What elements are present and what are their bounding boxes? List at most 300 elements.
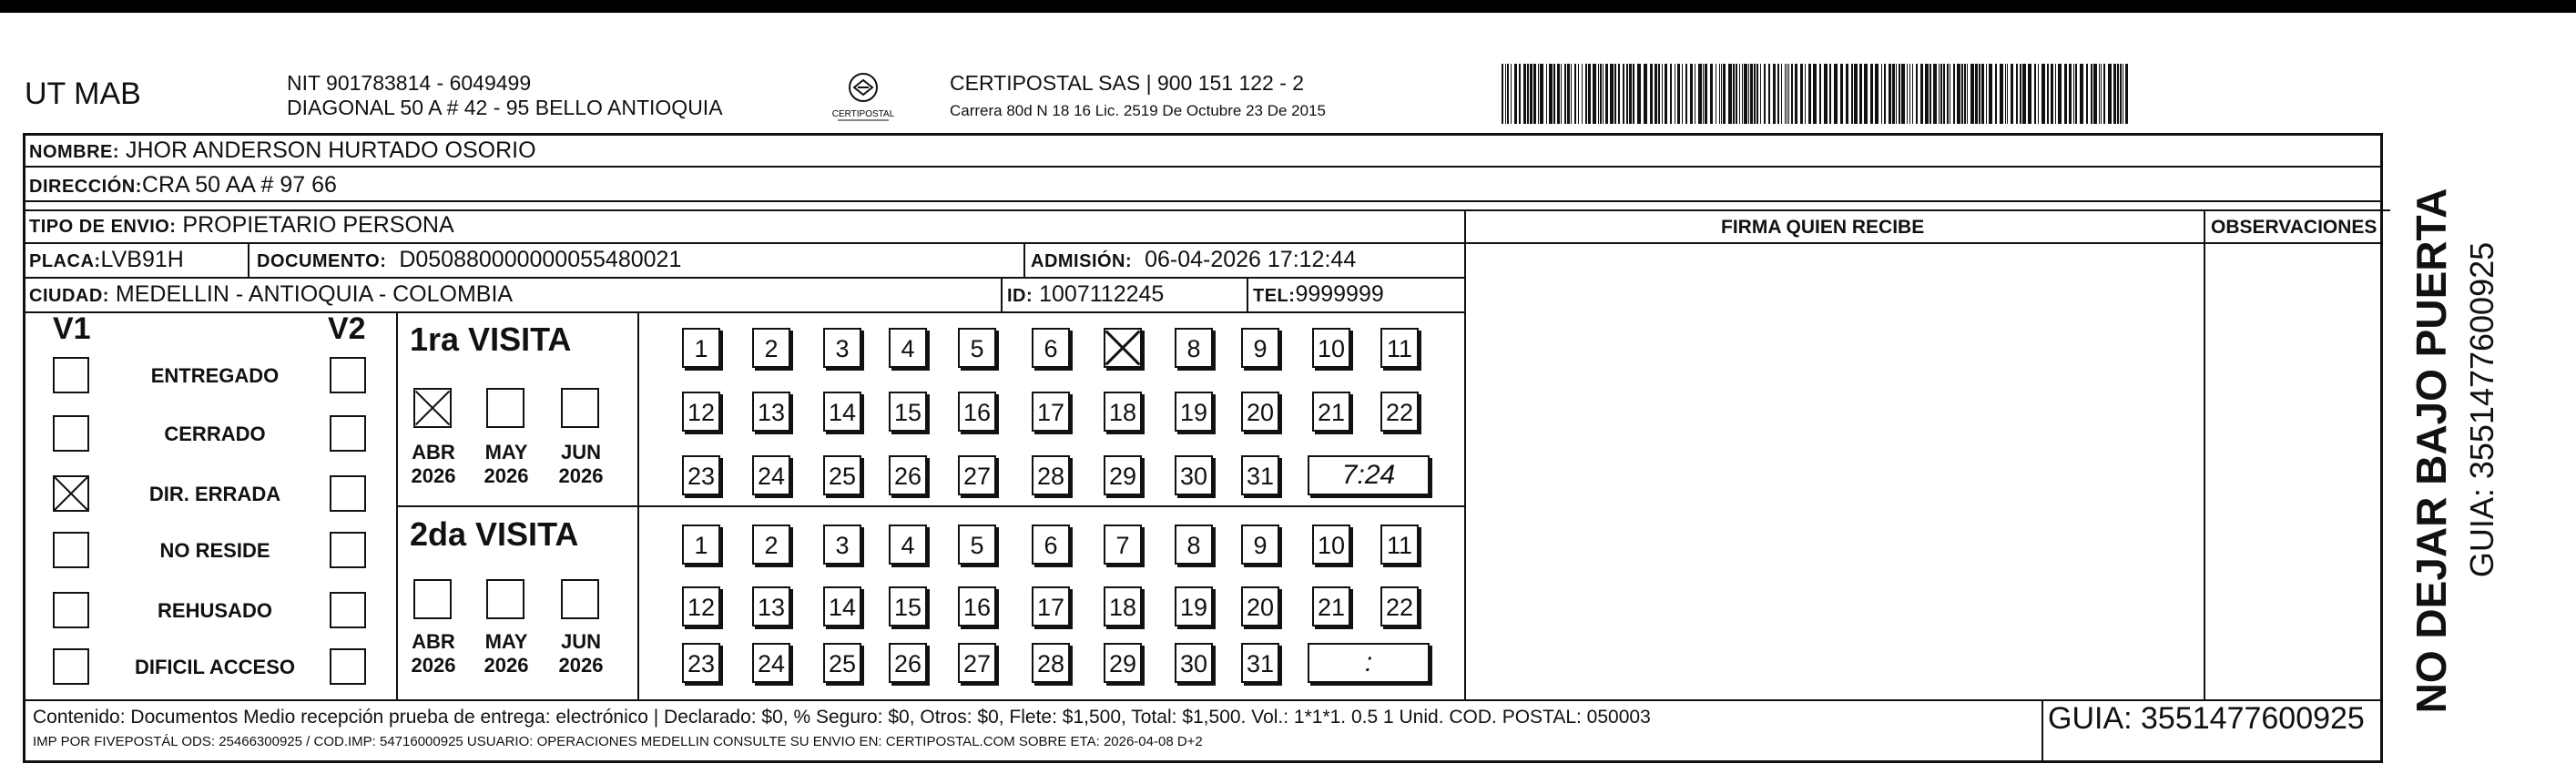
v1-checkbox[interactable] [53, 475, 89, 512]
sender-nit: NIT 901783814 - 6049499 [287, 71, 532, 95]
barcode-bar [1655, 64, 1657, 124]
day-box-28[interactable]: 28 [1032, 455, 1070, 495]
day-box-20[interactable]: 20 [1241, 392, 1279, 432]
admision-row [1031, 246, 1356, 275]
barcode-bar [1925, 64, 1929, 124]
barcode-bar [1593, 64, 1596, 124]
barcode-bar [2099, 64, 2100, 124]
barcode-bar [1585, 64, 1587, 124]
barcode-bar [2007, 64, 2008, 124]
barcode-bar [1665, 64, 1667, 124]
day-box-5[interactable]: 5 [958, 524, 996, 565]
barcode-bar [1881, 64, 1882, 124]
rule [23, 699, 2383, 701]
visit-time-box[interactable]: 7:24 [1308, 455, 1430, 495]
barcode-bar [1929, 64, 1931, 124]
barcode-bar [1791, 64, 1793, 124]
day-box-31[interactable]: 31 [1241, 455, 1279, 495]
barcode-bar [1507, 64, 1509, 124]
day-box-14[interactable]: 14 [823, 392, 861, 432]
barcode-bar [1846, 64, 1848, 124]
day-box-25[interactable]: 25 [823, 455, 861, 495]
barcode-bar [1502, 64, 1503, 124]
day-box-26[interactable]: 26 [889, 643, 927, 683]
barcode-bar [1710, 64, 1713, 124]
day-box-11[interactable]: 11 [1380, 524, 1419, 565]
barcode-bar [2086, 64, 2088, 124]
barcode-bar [1637, 64, 1641, 124]
barcode-bar [1800, 64, 1803, 124]
barcode-bar [1557, 64, 1560, 124]
rule [396, 311, 398, 699]
day-box-28[interactable]: 28 [1032, 643, 1070, 683]
status-label: ENTREGADO [150, 364, 280, 387]
barcode-bar [1889, 64, 1891, 124]
day-box-1[interactable]: 1 [682, 524, 720, 565]
v1-checkbox[interactable] [53, 357, 89, 393]
barcode-bar [1650, 64, 1653, 124]
barcode-bar [1742, 64, 1743, 124]
month-year: 2026 [484, 654, 529, 677]
barcode-bar [1750, 64, 1753, 124]
barcode-bar [1523, 64, 1526, 124]
barcode-bar [1754, 64, 1756, 124]
barcode-bar [1756, 64, 1758, 124]
barcode-bar [2005, 64, 2006, 124]
day-box-7[interactable]: 7 [1104, 524, 1142, 565]
status-label: REHUSADO [158, 599, 272, 622]
barcode-bar [1574, 64, 1576, 124]
status-label: DIFICIL ACCESO [134, 656, 295, 678]
day-box-10[interactable]: 10 [1312, 328, 1350, 368]
barcode-bar [1795, 64, 1797, 124]
barcode-bar [2091, 64, 2092, 124]
barcode-bar [1947, 64, 1949, 124]
day-box-16[interactable]: 16 [958, 586, 996, 626]
v2-checkbox[interactable] [330, 532, 366, 568]
barcode-bar [1626, 64, 1628, 124]
certipostal-logo [818, 67, 909, 126]
day-box-24[interactable]: 24 [752, 643, 790, 683]
month-checkbox[interactable] [486, 388, 524, 428]
barcode-bar [1899, 64, 1900, 124]
day-box-31[interactable]: 31 [1241, 643, 1279, 683]
sender-address: DIAGONAL 50 A # 42 - 95 BELLO ANTIOQUIA [287, 96, 723, 119]
day-box-6[interactable]: 6 [1032, 328, 1070, 368]
barcode-bar [1588, 64, 1591, 124]
barcode-bar [1721, 64, 1722, 124]
barcode-bar [1682, 64, 1683, 124]
id-label: ID: [1007, 286, 1033, 306]
barcode-bar [2041, 64, 2045, 124]
side-guia: GUIA: 3551477600925 [2463, 241, 2500, 578]
carrier-name: CERTIPOSTAL SAS | 900 151 122 - 2 [950, 71, 1305, 95]
day-box-26[interactable]: 26 [889, 455, 927, 495]
month-name: JUN [560, 441, 601, 463]
tipo-value: PROPIETARIO PERSONA [182, 212, 454, 238]
barcode-bar [1690, 64, 1693, 124]
barcode-bar [2047, 64, 2049, 124]
day-box-13[interactable]: 13 [752, 392, 790, 432]
barcode-bar [1920, 64, 1923, 124]
barcode-bar [2073, 64, 2074, 124]
day-box-21[interactable]: 21 [1312, 586, 1350, 626]
nombre-label: NOMBRE: [29, 142, 120, 162]
barcode-bar [2075, 64, 2077, 124]
barcode-bar [1967, 64, 1968, 124]
barcode-bar [1957, 64, 1960, 124]
day-box-14[interactable]: 14 [823, 586, 861, 626]
barcode-bar [1964, 64, 1966, 124]
day-box-8[interactable]: 8 [1175, 328, 1213, 368]
barcode-bar [1961, 64, 1963, 124]
barcode-bar [2093, 64, 2097, 124]
barcode-bar [1719, 64, 1720, 124]
barcode-bar [1519, 64, 1521, 124]
placa-row [29, 246, 184, 275]
barcode-bar [1909, 64, 1910, 124]
barcode-bar [1884, 64, 1886, 124]
barcode-bar [1605, 64, 1608, 124]
id-value: 1007112245 [1039, 281, 1165, 307]
barcode-bar [2038, 64, 2039, 124]
month-name: ABR [412, 630, 455, 653]
barcode-bar [1939, 64, 1940, 124]
barcode-bar [1892, 64, 1895, 124]
day-box-4[interactable]: 4 [889, 328, 927, 368]
barcode-bar [1644, 64, 1647, 124]
admision-label: ADMISIÓN: [1031, 251, 1133, 271]
barcode-bar [1670, 64, 1672, 124]
barcode-bar [1760, 64, 1761, 124]
direccion-value: CRA 50 AA # 97 66 [141, 172, 337, 198]
barcode-bar [1567, 64, 1570, 124]
v1-checkbox[interactable] [53, 532, 89, 568]
barcode-bar [2055, 64, 2056, 124]
day-box-20[interactable]: 20 [1241, 586, 1279, 626]
tipo-label: TIPO DE ENVIO: [29, 217, 177, 237]
logo-text: CERTIPOSTAL [831, 109, 895, 119]
barcode-bar [1505, 64, 1506, 124]
barcode-bar [2064, 64, 2067, 124]
barcode-bar [2120, 64, 2122, 124]
rule [2204, 209, 2205, 699]
barcode-bar [1916, 64, 1918, 124]
day-box-21[interactable]: 21 [1312, 392, 1350, 432]
barcode-bar [1788, 64, 1789, 124]
barcode-bar [1511, 64, 1512, 124]
day-box-22[interactable]: 22 [1380, 586, 1419, 626]
month-year: 2026 [558, 654, 604, 677]
barcode-bar [1629, 64, 1632, 124]
barcode-bar [1781, 64, 1782, 124]
day-box-29[interactable]: 29 [1104, 643, 1142, 683]
barcode-bar [1614, 64, 1616, 124]
v2-checkbox[interactable] [330, 648, 366, 685]
barcode-bar [1785, 64, 1786, 124]
side-warning: NO DEJAR BAJO PUERTA [2408, 188, 2455, 714]
rule [23, 277, 1466, 279]
barcode-bar [1723, 64, 1726, 124]
day-box-9[interactable]: 9 [1241, 328, 1279, 368]
sender-info [287, 71, 723, 120]
barcode-bar [1840, 64, 1843, 124]
barcode-bar [2016, 64, 2018, 124]
day-box-7[interactable] [1104, 328, 1142, 368]
barcode-bar [1870, 64, 1873, 124]
day-box-15[interactable]: 15 [889, 392, 927, 432]
rule [396, 505, 1466, 507]
barcode-bar [2125, 64, 2128, 124]
v2-checkbox[interactable] [330, 475, 366, 512]
day-box-19[interactable]: 19 [1175, 392, 1213, 432]
day-box-17[interactable]: 17 [1032, 586, 1070, 626]
rule [23, 242, 2383, 244]
month-label [481, 441, 532, 488]
barcode-bar [1824, 64, 1828, 124]
day-box-12[interactable]: 12 [682, 586, 720, 626]
barcode-bar [1603, 64, 1604, 124]
barcode-bar [1600, 64, 1602, 124]
barcode-bar [1979, 64, 1980, 124]
barcode-bar [2020, 64, 2021, 124]
day-box-6[interactable]: 6 [1032, 524, 1070, 565]
barcode-bar [1530, 64, 1532, 124]
v1-label: V1 [53, 311, 91, 346]
barcode-bar [1610, 64, 1614, 124]
rule [248, 242, 249, 277]
rule [23, 311, 1466, 313]
signature-header: FIRMA QUIEN RECIBE [1721, 217, 1925, 238]
day-box-8[interactable]: 8 [1175, 524, 1213, 565]
v2-checkbox[interactable] [330, 415, 366, 452]
day-box-23[interactable]: 23 [682, 455, 720, 495]
month-label [481, 630, 532, 677]
top-border [0, 0, 2576, 13]
rule [1023, 242, 1025, 277]
day-box-5[interactable]: 5 [958, 328, 996, 368]
visit-time-box[interactable]: : [1308, 643, 1430, 683]
status-label: DIR. ERRADA [148, 483, 281, 505]
barcode-bar [1970, 64, 1974, 124]
barcode-bar [2080, 64, 2083, 124]
month-name: JUN [560, 630, 601, 653]
day-box-16[interactable]: 16 [958, 392, 996, 432]
month-checkbox[interactable] [413, 579, 452, 619]
barcode-bar [1896, 64, 1897, 124]
footer-print-info: IMP POR FIVEPOSTÁL ODS: 25466300925 / COD.IMP: 54716000925 USUARIO: OPERACIONES MEDELLIN CONSULTE SU ENVIO EN: CERTIPOSTAL.COM SOBRE ETA: 2026-04-08 D+2 [33, 734, 1203, 749]
barcode-bar [1901, 64, 1905, 124]
month-checkbox[interactable] [561, 579, 599, 619]
day-box-23[interactable]: 23 [682, 643, 720, 683]
barcode-bar [1773, 64, 1776, 124]
day-box-2[interactable]: 2 [752, 524, 790, 565]
documento-value: D050880000000055480021 [399, 247, 682, 272]
rule [23, 166, 2383, 168]
day-box-19[interactable]: 19 [1175, 586, 1213, 626]
barcode-bar [1736, 64, 1737, 124]
barcode-bar [1859, 64, 1862, 124]
day-box-3[interactable]: 3 [823, 524, 861, 565]
barcode-bar [1733, 64, 1735, 124]
barcode-bar [2113, 64, 2116, 124]
day-box-30[interactable]: 30 [1175, 643, 1213, 683]
barcode-bar [1705, 64, 1707, 124]
day-box-4[interactable]: 4 [889, 524, 927, 565]
barcode-bar [1943, 64, 1945, 124]
month-checkbox[interactable] [486, 579, 524, 619]
day-box-11[interactable]: 11 [1380, 328, 1419, 368]
barcode-bar [1834, 64, 1838, 124]
barcode-bar [1564, 64, 1566, 124]
day-box-29[interactable]: 29 [1104, 455, 1142, 495]
day-box-30[interactable]: 30 [1175, 455, 1213, 495]
barcode-bar [1538, 64, 1539, 124]
v2-label: V2 [328, 311, 366, 346]
day-box-15[interactable]: 15 [889, 586, 927, 626]
barcode-bar [2028, 64, 2031, 124]
documento-label: DOCUMENTO: [257, 251, 387, 271]
day-box-10[interactable]: 10 [1312, 524, 1350, 565]
barcode-bar [2058, 64, 2062, 124]
barcode-bar [1623, 64, 1624, 124]
barcode-bar [1768, 64, 1770, 124]
barcode-bar [1777, 64, 1779, 124]
month-year: 2026 [558, 464, 604, 487]
barcode-bar [1764, 64, 1766, 124]
day-box-9[interactable]: 9 [1241, 524, 1279, 565]
barcode-bar [1561, 64, 1562, 124]
month-checkbox[interactable] [561, 388, 599, 428]
v1-checkbox[interactable] [53, 592, 89, 628]
barcode-bar [2034, 64, 2036, 124]
barcode-bar [1578, 64, 1579, 124]
day-box-12[interactable]: 12 [682, 392, 720, 432]
v2-checkbox[interactable] [330, 592, 366, 628]
direccion-label: DIRECCIÓN: [29, 177, 142, 197]
day-box-25[interactable]: 25 [823, 643, 861, 683]
tel-row [1253, 280, 1384, 310]
barcode-bar [1854, 64, 1858, 124]
barcode-bar [2103, 64, 2105, 124]
barcode-bar [1819, 64, 1821, 124]
day-box-17[interactable]: 17 [1032, 392, 1070, 432]
barcode-bar [1633, 64, 1634, 124]
barcode-bar [1851, 64, 1853, 124]
first-visit-title: 1ra VISITA [410, 321, 572, 358]
placa-value: LVB91H [100, 247, 184, 272]
rule [1001, 277, 1003, 311]
barcode-bar [1553, 64, 1555, 124]
guia-number: GUIA: 3551477600925 [2048, 701, 2365, 736]
nombre-value: JHOR ANDERSON HURTADO OSORIO [126, 137, 536, 163]
carrier-address: Carrera 80d N 18 16 Lic. 2519 De Octubre 23 De 2015 [950, 102, 1326, 119]
month-year: 2026 [411, 654, 456, 677]
day-box-27[interactable]: 27 [958, 643, 996, 683]
day-box-18[interactable]: 18 [1104, 586, 1142, 626]
rule [1247, 277, 1248, 311]
month-name: ABR [412, 441, 455, 463]
documento-row [257, 246, 681, 275]
tel-value: 9999999 [1295, 281, 1384, 307]
barcode-bar [2108, 64, 2112, 124]
barcode-bar [2000, 64, 2003, 124]
barcode-bar [1953, 64, 1955, 124]
barcode-bar [1527, 64, 1529, 124]
footer-content: Contenido: Documentos Medio recepción prueba de entrega: electrónico | Declarado: $0, % Seguro: $0, Otros: $0, Flete: $1,500, Total: $1,500. Vol.: 1*1*1. 0.5 1 Unid. COD. POSTAL: 050003 [33, 707, 1651, 728]
month-label [408, 630, 459, 677]
month-label [555, 630, 606, 677]
barcode-bar [1989, 64, 1992, 124]
day-box-2[interactable]: 2 [752, 328, 790, 368]
barcode-bar [2101, 64, 2102, 124]
admision-value: 06-04-2026 17:12:44 [1145, 247, 1357, 272]
barcode-bar [1940, 64, 1942, 124]
barcode-bar [1677, 64, 1680, 124]
barcode [1502, 64, 2130, 124]
barcode-bar [1805, 64, 1806, 124]
barcode-bar [1514, 64, 1517, 124]
v1-checkbox[interactable] [53, 648, 89, 685]
v2-checkbox[interactable] [330, 357, 366, 393]
barcode-bar [2011, 64, 2013, 124]
day-box-3[interactable]: 3 [823, 328, 861, 368]
barcode-bar [1658, 64, 1660, 124]
barcode-bar [1933, 64, 1937, 124]
nombre-row [29, 137, 536, 166]
barcode-bar [2022, 64, 2026, 124]
id-row [1007, 280, 1164, 310]
barcode-bar [1829, 64, 1831, 124]
day-box-24[interactable]: 24 [752, 455, 790, 495]
day-box-27[interactable]: 27 [958, 455, 996, 495]
month-name: MAY [484, 630, 528, 653]
tel-label: TEL: [1253, 286, 1296, 306]
barcode-bar [1864, 64, 1868, 124]
barcode-bar [1582, 64, 1583, 124]
barcode-bar [1981, 64, 1984, 124]
barcode-bar [1748, 64, 1749, 124]
barcode-bar [1907, 64, 1908, 124]
ciudad-value: MEDELLIN - ANTIOQUIA - COLOMBIA [115, 281, 514, 307]
month-year: 2026 [411, 464, 456, 487]
barcode-bar [1598, 64, 1599, 124]
barcode-bar [1986, 64, 1987, 124]
barcode-bar [2051, 64, 2053, 124]
placa-label: PLACA: [29, 251, 101, 271]
barcode-bar [1875, 64, 1879, 124]
barcode-bar [1808, 64, 1811, 124]
side-panel [2395, 137, 2576, 765]
month-checkbox[interactable] [413, 388, 452, 428]
barcode-bar [1813, 64, 1817, 124]
day-box-22[interactable]: 22 [1380, 392, 1419, 432]
observations-header: OBSERVACIONES [2211, 217, 2377, 238]
barcode-bar [1995, 64, 1997, 124]
barcode-bar [1912, 64, 1913, 124]
status-label: CERRADO [164, 423, 266, 445]
rule [1464, 209, 1466, 699]
day-box-1[interactable]: 1 [682, 328, 720, 368]
barcode-bar [2069, 64, 2072, 124]
day-box-13[interactable]: 13 [752, 586, 790, 626]
barcode-bar [1698, 64, 1702, 124]
day-box-18[interactable]: 18 [1104, 392, 1142, 432]
barcode-bar [1728, 64, 1732, 124]
month-label [555, 441, 606, 488]
barcode-bar [1533, 64, 1536, 124]
v1-checkbox[interactable] [53, 415, 89, 452]
